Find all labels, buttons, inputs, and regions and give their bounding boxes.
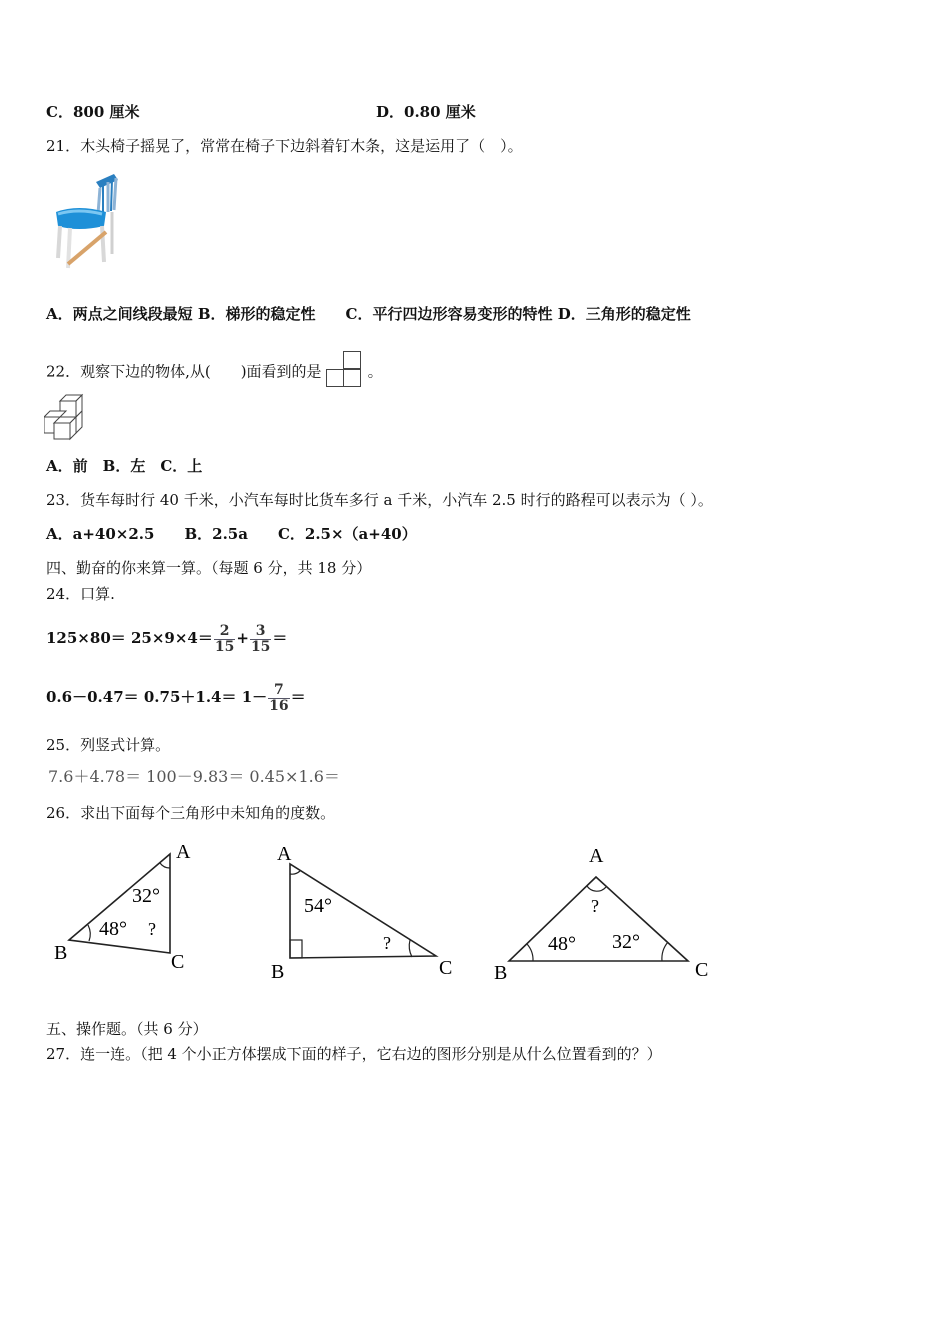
tri1-angle-b: 48° (99, 918, 127, 940)
frac-den: 15 (250, 638, 271, 655)
q24-row1-text: 125×80＝ 25×9×4＝ (46, 629, 213, 647)
cube-stack-icon (44, 393, 88, 445)
equals-sign: ＝ (290, 688, 306, 706)
frac-den: 16 (269, 697, 289, 714)
tri1-angle-c: ? (148, 919, 156, 939)
tri3-label-c: C (695, 959, 709, 981)
frac-num: 3 (255, 622, 266, 639)
fraction-2-15 (214, 624, 235, 655)
tri2-angle-c: ? (383, 933, 391, 953)
tri3-label-b: B (494, 962, 508, 984)
plus-sign: + (236, 629, 249, 647)
q20-option-d: D．0.80 厘米 (376, 103, 476, 121)
tri3-angle-a: ? (591, 896, 599, 916)
q25-items: 7.6＋4.78＝ 100－9.83＝ 0.45×1.6＝ (48, 767, 340, 786)
tri2-label-c: C (439, 957, 453, 979)
equals-sign: ＝ (272, 629, 288, 647)
q23-options: A．a+40×2.5 B．2.5a C．2.5×（a+40） (46, 525, 417, 543)
tri2-label-b: B (271, 961, 285, 983)
q22-stem (46, 351, 383, 394)
tri2-angle-a: 54° (304, 895, 332, 917)
frac-num: 2 (219, 622, 230, 639)
q24-row2-text: 0.6－0.47＝ 0.75＋1.4＝ 1－ (46, 688, 268, 706)
cube-front-view-icon (325, 351, 365, 394)
q22-options: A．前 B．左 C．上 (46, 457, 203, 475)
q27-stem: 27．连一连。（把 4 个小正方体摆成下面的样子，它右边的图形分别是从什么位置看到的？） (46, 1045, 662, 1063)
tri1-label-c: C (171, 951, 185, 973)
tri3-label-a: A (589, 845, 604, 867)
triangles-figure (0, 836, 740, 990)
q25-title: 25．列竖式计算。 (46, 736, 171, 754)
chair-image (48, 170, 128, 274)
q24-title: 24．口算. (46, 585, 115, 603)
tri3-angle-b: 48° (548, 933, 576, 955)
q22-stem-end: 。 (367, 362, 383, 381)
q26-title: 26．求出下面每个三角形中未知角的度数。 (46, 804, 336, 822)
triangle-3 (509, 877, 688, 961)
tri1-label-a: A (176, 841, 191, 863)
fraction-7-16 (268, 683, 289, 714)
section5-title: 五、操作题。（共 6 分） (46, 1020, 208, 1038)
tri1-label-b: B (54, 942, 68, 964)
q21-stem: 21．木头椅子摇晃了，常常在椅子下边斜着钉木条，这是运用了（ ）。 (46, 137, 523, 155)
frac-den: 15 (214, 638, 235, 655)
q24-row-2 (46, 675, 306, 719)
frac-num: 7 (274, 681, 284, 698)
q22-stem-text: 22．观察下边的物体,从( )面看到的是 (46, 362, 322, 381)
fraction-3-15 (250, 624, 271, 655)
tri1-angle-a: 32° (132, 885, 160, 907)
section4-title: 四、勤奋的你来算一算。（每题 6 分，共 18 分） (46, 559, 372, 577)
q20-option-c: C．800 厘米 (46, 103, 140, 121)
tri3-angle-c: 32° (612, 931, 640, 953)
q23-stem: 23．货车每时行 40 千米，小汽车每时比货车多行 a 千米，小汽车 2.5 时行的路程可以表示为（ ）。 (46, 491, 713, 509)
q21-options: A．两点之间线段最短 B．梯形的稳定性 C．平行四边形容易变形的特性 D．三角形的稳定性 (46, 305, 691, 323)
q24-row-1 (46, 616, 287, 660)
tri2-label-a: A (277, 843, 292, 865)
